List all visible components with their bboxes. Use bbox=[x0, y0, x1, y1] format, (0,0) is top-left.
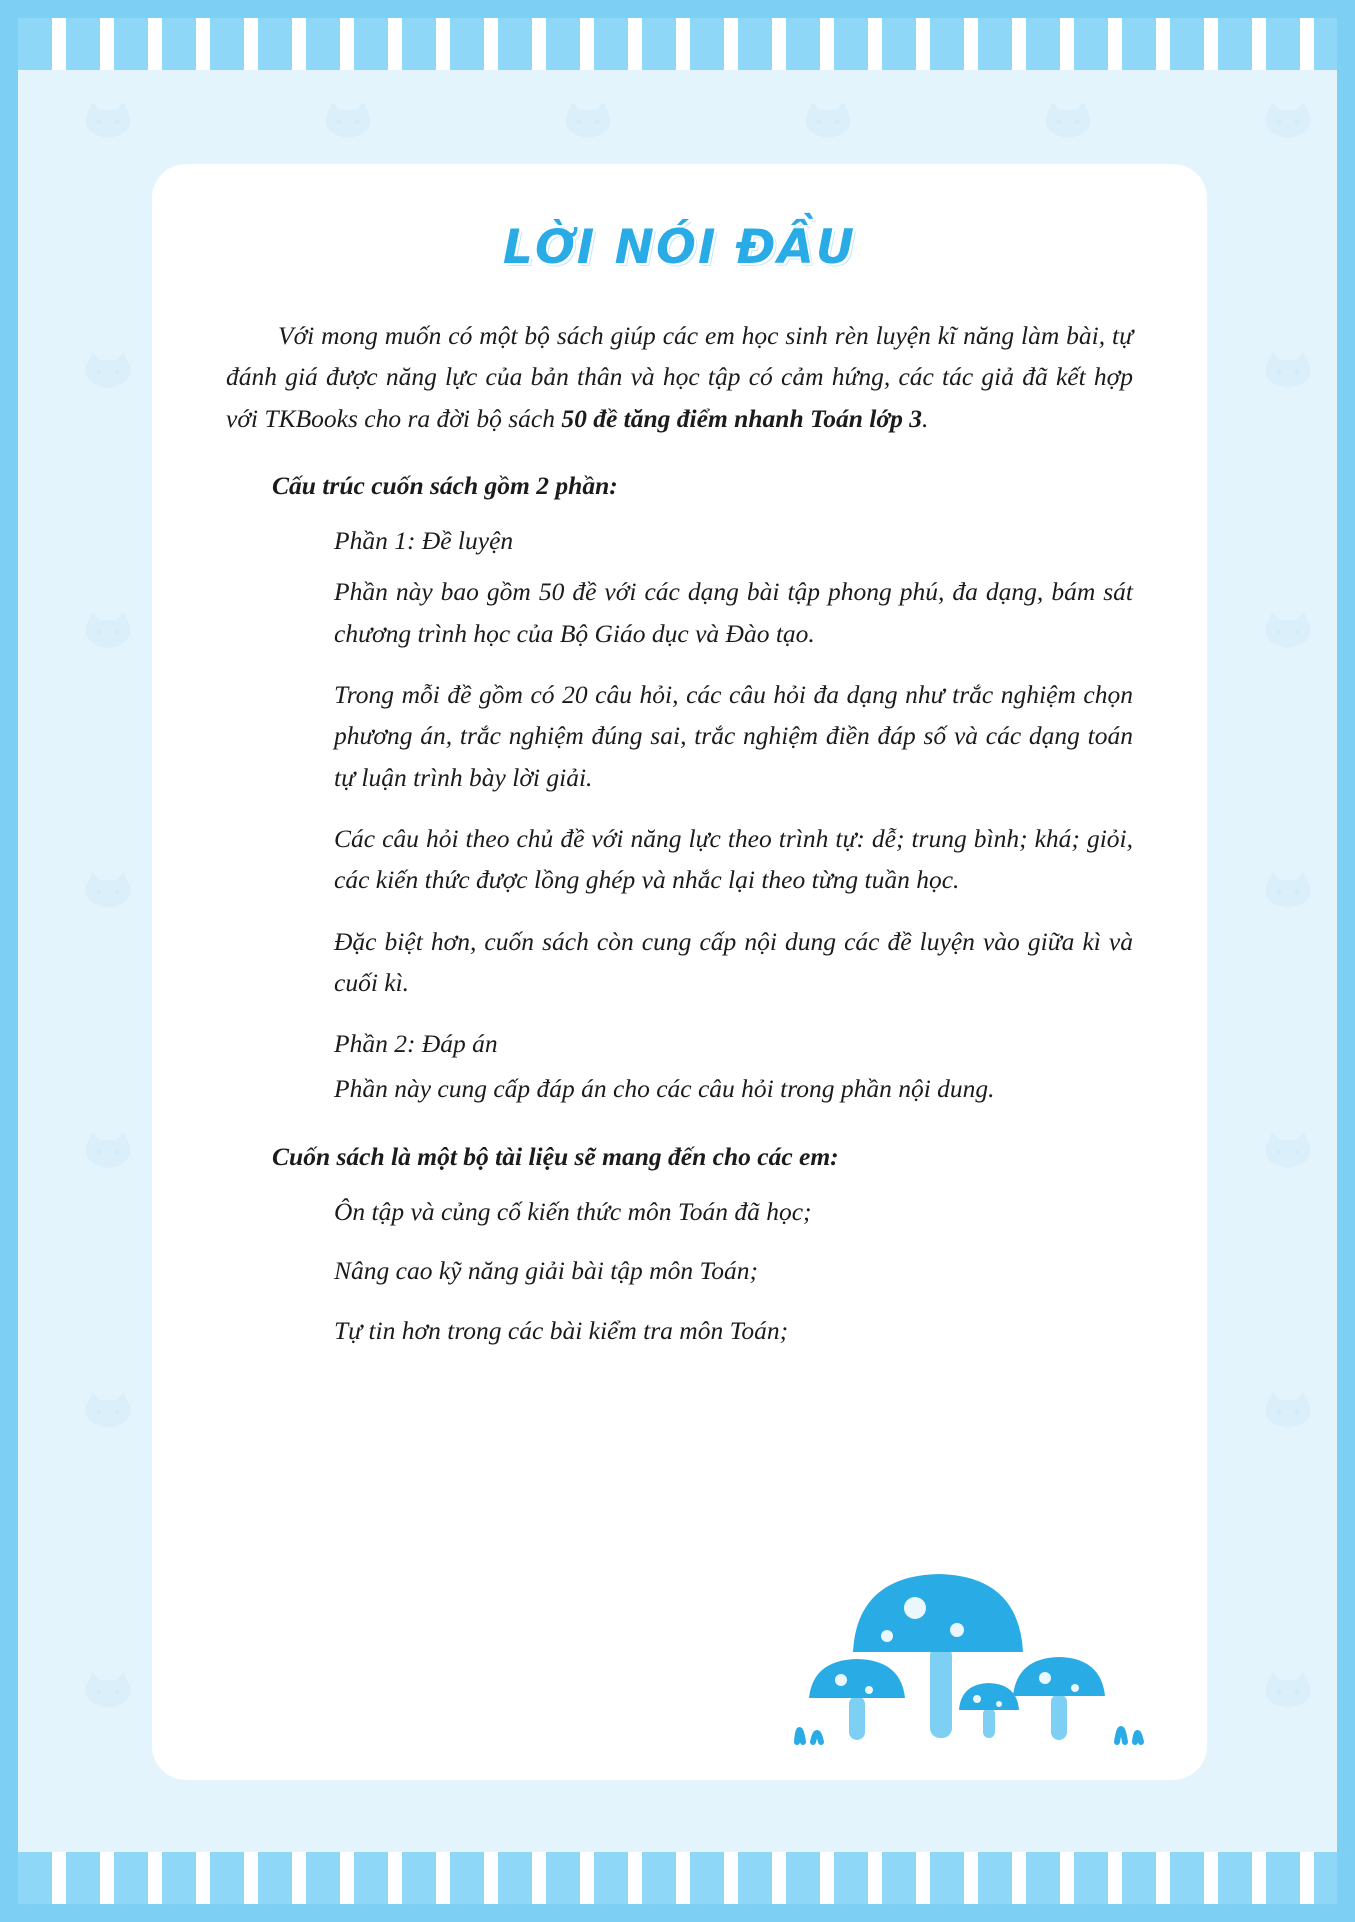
page-title: LỜI NÓI ĐẦU bbox=[502, 220, 857, 275]
body-text bbox=[226, 315, 1133, 1351]
benefits-heading: Cuốn sách là một bộ tài liệu sẽ mang đến cho các em: bbox=[272, 1141, 839, 1171]
mushroom-decoration-icon bbox=[787, 1556, 1147, 1756]
book-title-bold: 50 đề tăng điểm nhanh Toán lớp 3 bbox=[561, 403, 922, 433]
part1-paragraph-2: Trong mỗi đề gồm có 20 câu hỏi, các câu hỏi đa dạng như trắc nghiệm chọn phương án, trắc nghiệm đúng sai, trắc nghiệm điền đáp số và các dạng toán tự luận trình bày lời giải. bbox=[334, 680, 1133, 792]
intro-part-1: Với mong muốn có một bộ sách giúp các em học sinh rèn luyện kĩ năng làm bài, tự đánh giá được năng lực của bản thân và học tập có cảm hứng, các tác giả đã kết hợp với TKBooks cho ra đời bộ sách bbox=[226, 321, 1133, 433]
part2-label: Phần 2: Đáp án bbox=[334, 1029, 498, 1059]
intro-paragraph bbox=[226, 315, 1133, 439]
benefit-item-2: Nâng cao kỹ năng giải bài tập môn Toán; bbox=[334, 1256, 759, 1286]
part1-paragraph-3: Các câu hỏi theo chủ đề với năng lực theo trình tự: dễ; trung bình; khá; giỏi, các kiến thức được lồng ghép và nhắc lại theo từng tuần học. bbox=[334, 823, 1133, 895]
intro-part-2: . bbox=[921, 403, 929, 433]
part2-paragraph: Phần này cung cấp đáp án cho các câu hỏi trong phần nội dung. bbox=[334, 1074, 995, 1104]
part1-paragraph-4: Đặc biệt hơn, cuốn sách còn cung cấp nội dung các đề luyện vào giữa kì và cuối kì. bbox=[334, 926, 1133, 997]
structure-heading: Cấu trúc cuốn sách gồm 2 phần: bbox=[272, 470, 618, 500]
content-card bbox=[152, 164, 1207, 1780]
benefit-item-1: Ôn tập và củng cố kiến thức môn Toán đã học; bbox=[334, 1197, 812, 1227]
part1-paragraph-1: Phần này bao gồm 50 đề với các dạng bài tập phong phú, đa dạng, bám sát chương trình học của Bộ Giáo dục và Đào tạo. bbox=[334, 577, 1133, 648]
benefit-item-3: Tự tin hơn trong các bài kiểm tra môn Toán; bbox=[334, 1315, 789, 1345]
part1-label: Phần 1: Đề luyện bbox=[334, 526, 514, 556]
